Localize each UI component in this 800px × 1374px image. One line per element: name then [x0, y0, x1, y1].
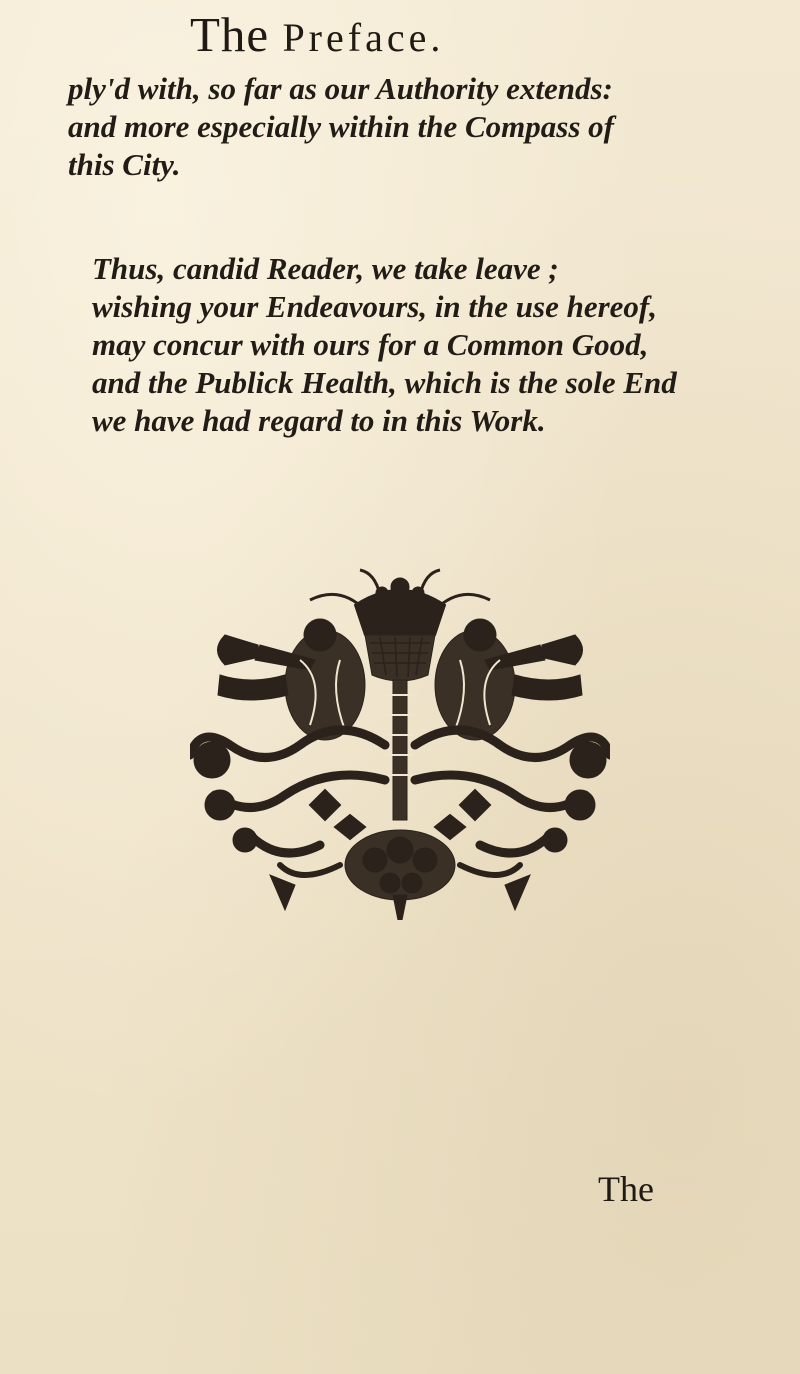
text-line: ply'd with, so far as our Authority extends: [68, 71, 613, 106]
running-head-the: The [190, 7, 270, 62]
text-line: this City. [68, 147, 181, 182]
text-line: and the Publick Health, which is the sole End [92, 365, 677, 400]
text-line: and more especially within the Compass of [68, 109, 614, 144]
catchword: The [598, 1169, 654, 1209]
running-head-preface: Preface. [282, 15, 445, 60]
running-head [190, 7, 630, 62]
woodcut-ornament-icon [190, 565, 610, 920]
text-line: Thus, candid Reader, we take leave ; [92, 251, 559, 286]
paragraph-continuation [68, 70, 738, 184]
paragraph-closing [68, 250, 738, 440]
text-line: may concur with ours for a Common Good, [92, 327, 649, 362]
text-line: we have had regard to in this Work. [92, 403, 546, 438]
text-line: wishing your Endeavours, in the use hereof, [92, 289, 657, 324]
